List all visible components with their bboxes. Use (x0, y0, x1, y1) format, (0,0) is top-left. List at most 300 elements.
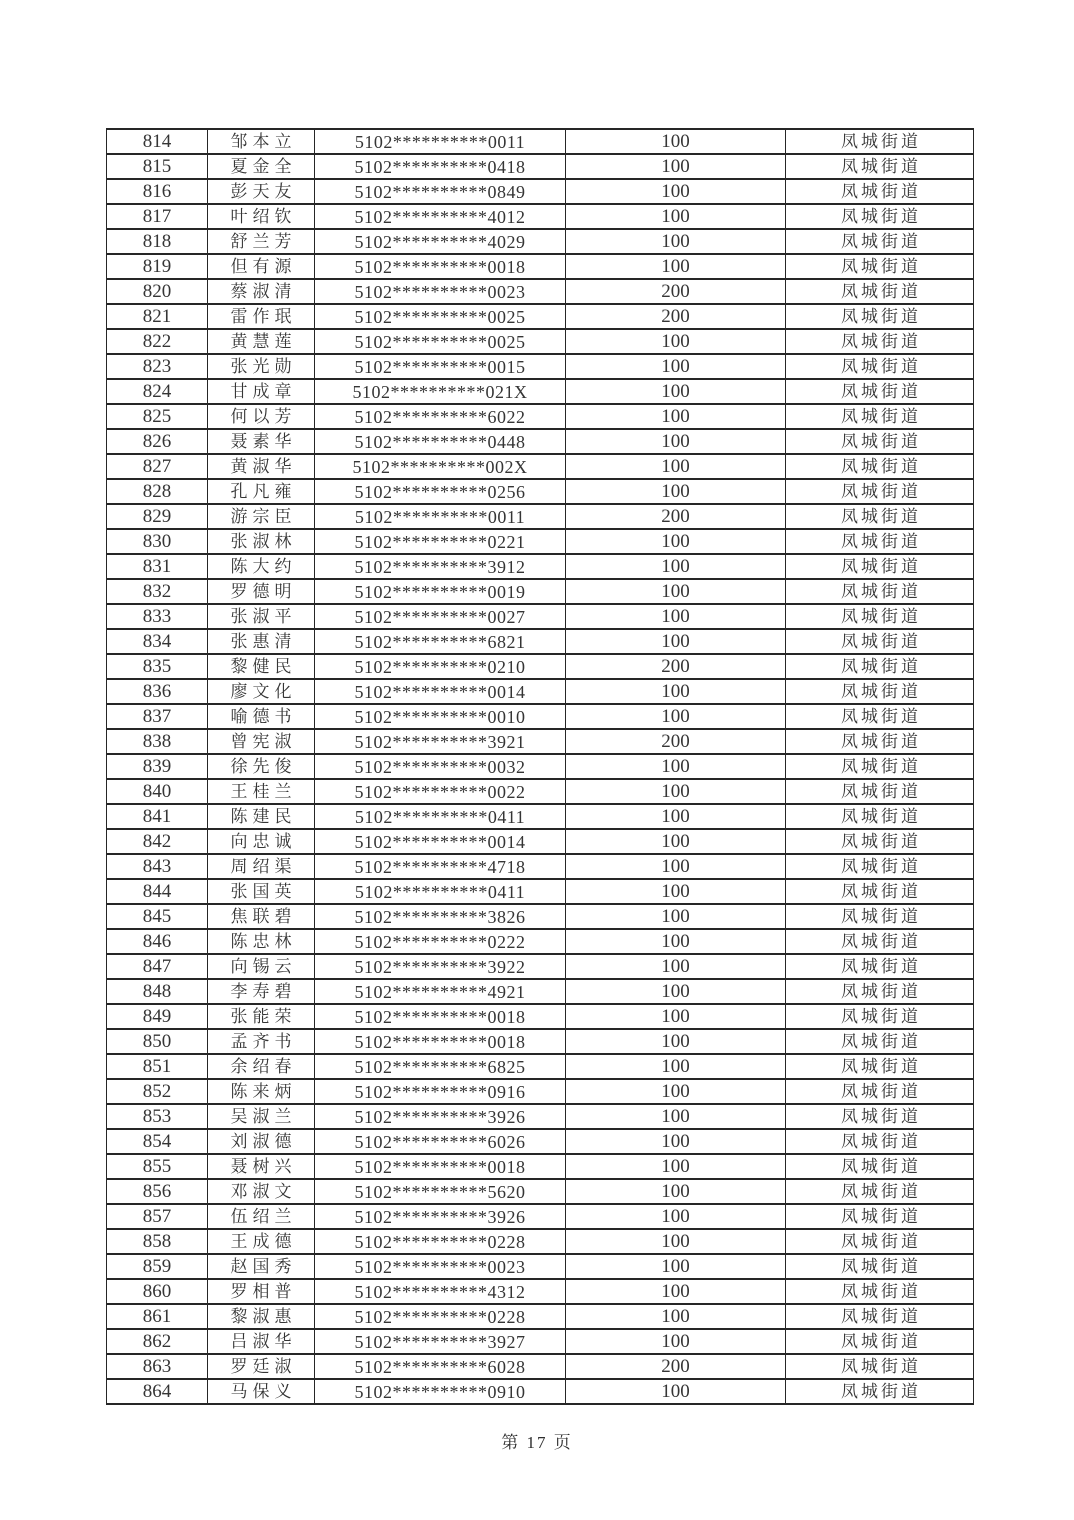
cell-amount: 100 (566, 1329, 786, 1354)
cell-name: 张光勋 (208, 354, 315, 379)
cell-id-number: 5102**********3921 (315, 729, 566, 754)
cell-serial-number: 832 (107, 579, 208, 604)
cell-name: 马保义 (208, 1379, 315, 1404)
cell-id-number: 5102**********0025 (315, 304, 566, 329)
cell-id-number: 5102**********0210 (315, 654, 566, 679)
cell-district: 凤城街道 (786, 379, 974, 404)
cell-serial-number: 840 (107, 779, 208, 804)
cell-id-number: 5102**********3826 (315, 904, 566, 929)
cell-name: 舒兰芳 (208, 229, 315, 254)
cell-amount: 200 (566, 729, 786, 754)
cell-id-number: 5102**********3927 (315, 1329, 566, 1354)
cell-name: 张惠清 (208, 629, 315, 654)
cell-district: 凤城街道 (786, 954, 974, 979)
cell-district: 凤城街道 (786, 429, 974, 454)
cell-serial-number: 849 (107, 1004, 208, 1029)
cell-district: 凤城街道 (786, 729, 974, 754)
cell-name: 焦联碧 (208, 904, 315, 929)
cell-district: 凤城街道 (786, 1279, 974, 1304)
cell-amount: 200 (566, 279, 786, 304)
table-row (107, 1229, 974, 1254)
table-body (107, 129, 974, 1404)
cell-name: 黄慧莲 (208, 329, 315, 354)
cell-name: 孔凡雍 (208, 479, 315, 504)
cell-serial-number: 824 (107, 379, 208, 404)
cell-name: 何以芳 (208, 404, 315, 429)
cell-serial-number: 864 (107, 1379, 208, 1404)
cell-serial-number: 815 (107, 154, 208, 179)
table-row (107, 554, 974, 579)
cell-district: 凤城街道 (786, 979, 974, 1004)
cell-name: 陈忠林 (208, 929, 315, 954)
cell-name: 张淑平 (208, 604, 315, 629)
cell-amount: 100 (566, 354, 786, 379)
table-row (107, 504, 974, 529)
cell-name: 彭天友 (208, 179, 315, 204)
table-row (107, 1029, 974, 1054)
cell-serial-number: 854 (107, 1129, 208, 1154)
table-row (107, 204, 974, 229)
cell-name: 王成德 (208, 1229, 315, 1254)
cell-name: 廖文化 (208, 679, 315, 704)
cell-amount: 100 (566, 754, 786, 779)
table-row (107, 1254, 974, 1279)
cell-id-number: 5102**********6825 (315, 1054, 566, 1079)
cell-name: 张国英 (208, 879, 315, 904)
cell-district: 凤城街道 (786, 1229, 974, 1254)
cell-district: 凤城街道 (786, 779, 974, 804)
cell-id-number: 5102**********0411 (315, 879, 566, 904)
cell-serial-number: 842 (107, 829, 208, 854)
table-row (107, 729, 974, 754)
table-row (107, 529, 974, 554)
cell-district: 凤城街道 (786, 929, 974, 954)
cell-serial-number: 825 (107, 404, 208, 429)
cell-district: 凤城街道 (786, 1004, 974, 1029)
cell-serial-number: 839 (107, 754, 208, 779)
cell-name: 周绍渠 (208, 854, 315, 879)
cell-id-number: 5102**********0228 (315, 1229, 566, 1254)
cell-amount: 100 (566, 829, 786, 854)
cell-serial-number: 823 (107, 354, 208, 379)
cell-district: 凤城街道 (786, 629, 974, 654)
cell-district: 凤城街道 (786, 354, 974, 379)
table-row (107, 329, 974, 354)
cell-serial-number: 837 (107, 704, 208, 729)
cell-id-number: 5102**********3922 (315, 954, 566, 979)
table-row (107, 129, 974, 154)
cell-amount: 100 (566, 554, 786, 579)
cell-amount: 100 (566, 954, 786, 979)
cell-id-number: 5102**********0418 (315, 154, 566, 179)
cell-id-number: 5102**********6821 (315, 629, 566, 654)
table-row (107, 379, 974, 404)
cell-amount: 100 (566, 404, 786, 429)
cell-name: 邓淑文 (208, 1179, 315, 1204)
cell-serial-number: 835 (107, 654, 208, 679)
cell-name: 黎健民 (208, 654, 315, 679)
table-row (107, 654, 974, 679)
cell-id-number: 5102**********0011 (315, 129, 566, 154)
cell-serial-number: 860 (107, 1279, 208, 1304)
cell-amount: 200 (566, 654, 786, 679)
table-row (107, 1129, 974, 1154)
cell-serial-number: 852 (107, 1079, 208, 1104)
cell-id-number: 5102**********0910 (315, 1379, 566, 1404)
cell-name: 张淑林 (208, 529, 315, 554)
cell-name: 曾宪淑 (208, 729, 315, 754)
cell-serial-number: 863 (107, 1354, 208, 1379)
table-row (107, 979, 974, 1004)
cell-district: 凤城街道 (786, 454, 974, 479)
cell-name: 黎淑惠 (208, 1304, 315, 1329)
cell-id-number: 5102**********0015 (315, 354, 566, 379)
table-row (107, 254, 974, 279)
cell-amount: 100 (566, 679, 786, 704)
cell-serial-number: 838 (107, 729, 208, 754)
cell-amount: 100 (566, 804, 786, 829)
cell-amount: 100 (566, 229, 786, 254)
cell-name: 聂树兴 (208, 1154, 315, 1179)
cell-district: 凤城街道 (786, 1079, 974, 1104)
cell-id-number: 5102**********5620 (315, 1179, 566, 1204)
cell-id-number: 5102**********3926 (315, 1104, 566, 1129)
cell-district: 凤城街道 (786, 1029, 974, 1054)
cell-amount: 100 (566, 904, 786, 929)
cell-id-number: 5102**********002X (315, 454, 566, 479)
table-row (107, 279, 974, 304)
table-row (107, 1279, 974, 1304)
cell-district: 凤城街道 (786, 229, 974, 254)
cell-name: 黄淑华 (208, 454, 315, 479)
cell-serial-number: 826 (107, 429, 208, 454)
cell-id-number: 5102**********0023 (315, 1254, 566, 1279)
cell-serial-number: 845 (107, 904, 208, 929)
cell-serial-number: 831 (107, 554, 208, 579)
cell-serial-number: 817 (107, 204, 208, 229)
cell-name: 向忠诚 (208, 829, 315, 854)
cell-serial-number: 822 (107, 329, 208, 354)
table-row (107, 304, 974, 329)
cell-id-number: 5102**********0018 (315, 254, 566, 279)
table-row (107, 454, 974, 479)
cell-id-number: 5102**********0228 (315, 1304, 566, 1329)
cell-id-number: 5102**********4012 (315, 204, 566, 229)
cell-id-number: 5102**********0014 (315, 679, 566, 704)
cell-amount: 200 (566, 1354, 786, 1379)
cell-id-number: 5102**********4029 (315, 229, 566, 254)
cell-serial-number: 853 (107, 1104, 208, 1129)
table-row (107, 1054, 974, 1079)
cell-district: 凤城街道 (786, 554, 974, 579)
table-row (107, 179, 974, 204)
cell-amount: 100 (566, 129, 786, 154)
table-row (107, 804, 974, 829)
cell-amount: 100 (566, 1379, 786, 1404)
cell-serial-number: 836 (107, 679, 208, 704)
cell-id-number: 5102**********0222 (315, 929, 566, 954)
cell-id-number: 5102**********3912 (315, 554, 566, 579)
cell-amount: 200 (566, 304, 786, 329)
cell-name: 甘成章 (208, 379, 315, 404)
cell-serial-number: 820 (107, 279, 208, 304)
table-row (107, 904, 974, 929)
cell-name: 向锡云 (208, 954, 315, 979)
table-row (107, 704, 974, 729)
cell-name: 赵国秀 (208, 1254, 315, 1279)
cell-name: 罗廷淑 (208, 1354, 315, 1379)
cell-serial-number: 861 (107, 1304, 208, 1329)
cell-district: 凤城街道 (786, 304, 974, 329)
cell-id-number: 5102**********0018 (315, 1029, 566, 1054)
cell-id-number: 5102**********021X (315, 379, 566, 404)
table-row (107, 679, 974, 704)
table-row (107, 1154, 974, 1179)
cell-amount: 100 (566, 629, 786, 654)
cell-id-number: 5102**********4312 (315, 1279, 566, 1304)
cell-district: 凤城街道 (786, 329, 974, 354)
cell-amount: 100 (566, 854, 786, 879)
cell-id-number: 5102**********0014 (315, 829, 566, 854)
cell-serial-number: 818 (107, 229, 208, 254)
cell-id-number: 5102**********4718 (315, 854, 566, 879)
cell-district: 凤城街道 (786, 679, 974, 704)
table-row (107, 829, 974, 854)
table-row (107, 1179, 974, 1204)
cell-id-number: 5102**********4921 (315, 979, 566, 1004)
table-row (107, 154, 974, 179)
cell-amount: 200 (566, 504, 786, 529)
cell-amount: 100 (566, 1129, 786, 1154)
cell-amount: 100 (566, 579, 786, 604)
table-row (107, 1379, 974, 1404)
cell-amount: 100 (566, 1154, 786, 1179)
cell-name: 喻德书 (208, 704, 315, 729)
cell-name: 余绍春 (208, 1054, 315, 1079)
cell-id-number: 5102**********0018 (315, 1004, 566, 1029)
cell-serial-number: 819 (107, 254, 208, 279)
cell-district: 凤城街道 (786, 1354, 974, 1379)
cell-amount: 100 (566, 879, 786, 904)
cell-amount: 100 (566, 154, 786, 179)
table-row (107, 1079, 974, 1104)
cell-name: 游宗臣 (208, 504, 315, 529)
cell-name: 陈来炳 (208, 1079, 315, 1104)
cell-amount: 100 (566, 779, 786, 804)
cell-serial-number: 858 (107, 1229, 208, 1254)
cell-name: 罗相普 (208, 1279, 315, 1304)
table-row (107, 404, 974, 429)
cell-amount: 100 (566, 1079, 786, 1104)
cell-serial-number: 856 (107, 1179, 208, 1204)
cell-serial-number: 847 (107, 954, 208, 979)
cell-amount: 100 (566, 529, 786, 554)
cell-amount: 100 (566, 1179, 786, 1204)
cell-id-number: 5102**********0023 (315, 279, 566, 304)
cell-district: 凤城街道 (786, 1104, 974, 1129)
table-row (107, 1204, 974, 1229)
table-row (107, 779, 974, 804)
cell-amount: 100 (566, 704, 786, 729)
page-number: 第 17 页 (501, 1433, 573, 1452)
cell-serial-number: 816 (107, 179, 208, 204)
cell-district: 凤城街道 (786, 1129, 974, 1154)
cell-id-number: 5102**********0019 (315, 579, 566, 604)
cell-id-number: 5102**********0448 (315, 429, 566, 454)
table-row (107, 1304, 974, 1329)
table-row (107, 629, 974, 654)
cell-serial-number: 851 (107, 1054, 208, 1079)
cell-serial-number: 850 (107, 1029, 208, 1054)
cell-serial-number: 848 (107, 979, 208, 1004)
cell-district: 凤城街道 (786, 1379, 974, 1404)
cell-serial-number: 859 (107, 1254, 208, 1279)
cell-id-number: 5102**********0916 (315, 1079, 566, 1104)
cell-district: 凤城街道 (786, 829, 974, 854)
cell-amount: 100 (566, 1054, 786, 1079)
cell-amount: 100 (566, 479, 786, 504)
cell-id-number: 5102**********0411 (315, 804, 566, 829)
cell-name: 张能荣 (208, 1004, 315, 1029)
cell-name: 但有源 (208, 254, 315, 279)
cell-serial-number: 843 (107, 854, 208, 879)
cell-name: 夏金全 (208, 154, 315, 179)
cell-amount: 100 (566, 1029, 786, 1054)
cell-district: 凤城街道 (786, 204, 974, 229)
cell-amount: 100 (566, 204, 786, 229)
cell-district: 凤城街道 (786, 1304, 974, 1329)
cell-name: 徐先俊 (208, 754, 315, 779)
cell-district: 凤城街道 (786, 179, 974, 204)
cell-amount: 100 (566, 379, 786, 404)
cell-serial-number: 834 (107, 629, 208, 654)
table-row (107, 879, 974, 904)
cell-serial-number: 862 (107, 1329, 208, 1354)
cell-name: 吕淑华 (208, 1329, 315, 1354)
cell-id-number: 5102**********0221 (315, 529, 566, 554)
cell-district: 凤城街道 (786, 804, 974, 829)
table-row (107, 429, 974, 454)
cell-id-number: 5102**********0022 (315, 779, 566, 804)
cell-serial-number: 846 (107, 929, 208, 954)
cell-name: 伍绍兰 (208, 1204, 315, 1229)
table-row (107, 1004, 974, 1029)
cell-district: 凤城街道 (786, 404, 974, 429)
cell-id-number: 5102**********0018 (315, 1154, 566, 1179)
cell-serial-number: 833 (107, 604, 208, 629)
cell-serial-number: 830 (107, 529, 208, 554)
table-row (107, 854, 974, 879)
table-row (107, 954, 974, 979)
cell-district: 凤城街道 (786, 279, 974, 304)
cell-id-number: 5102**********6028 (315, 1354, 566, 1379)
cell-name: 聂素华 (208, 429, 315, 454)
cell-amount: 100 (566, 979, 786, 1004)
table-row (107, 754, 974, 779)
cell-id-number: 5102**********6026 (315, 1129, 566, 1154)
table-row (107, 579, 974, 604)
table-row (107, 479, 974, 504)
cell-district: 凤城街道 (786, 154, 974, 179)
cell-district: 凤城街道 (786, 879, 974, 904)
cell-name: 吴淑兰 (208, 1104, 315, 1129)
cell-serial-number: 827 (107, 454, 208, 479)
table-row (107, 1104, 974, 1129)
cell-id-number: 5102**********0010 (315, 704, 566, 729)
cell-amount: 100 (566, 454, 786, 479)
cell-name: 孟齐书 (208, 1029, 315, 1054)
table-row (107, 1329, 974, 1354)
cell-district: 凤城街道 (786, 254, 974, 279)
cell-serial-number: 814 (107, 129, 208, 154)
cell-id-number: 5102**********6022 (315, 404, 566, 429)
cell-serial-number: 844 (107, 879, 208, 904)
cell-name: 雷作珉 (208, 304, 315, 329)
cell-district: 凤城街道 (786, 1054, 974, 1079)
cell-serial-number: 857 (107, 1204, 208, 1229)
cell-id-number: 5102**********0027 (315, 604, 566, 629)
cell-name: 陈建民 (208, 804, 315, 829)
cell-name: 王桂兰 (208, 779, 315, 804)
cell-district: 凤城街道 (786, 1154, 974, 1179)
cell-name: 叶绍钦 (208, 204, 315, 229)
cell-id-number: 5102**********0025 (315, 329, 566, 354)
cell-amount: 100 (566, 1204, 786, 1229)
cell-amount: 100 (566, 1104, 786, 1129)
cell-district: 凤城街道 (786, 704, 974, 729)
table-row (107, 354, 974, 379)
cell-id-number: 5102**********0849 (315, 179, 566, 204)
cell-district: 凤城街道 (786, 129, 974, 154)
table-row (107, 604, 974, 629)
cell-district: 凤城街道 (786, 1254, 974, 1279)
cell-name: 邹本立 (208, 129, 315, 154)
cell-serial-number: 821 (107, 304, 208, 329)
cell-serial-number: 829 (107, 504, 208, 529)
cell-district: 凤城街道 (786, 1329, 974, 1354)
cell-name: 蔡淑清 (208, 279, 315, 304)
cell-amount: 100 (566, 1279, 786, 1304)
table-row (107, 1354, 974, 1379)
cell-district: 凤城街道 (786, 904, 974, 929)
cell-name: 罗德明 (208, 579, 315, 604)
cell-amount: 100 (566, 1254, 786, 1279)
cell-district: 凤城街道 (786, 579, 974, 604)
payment-roster-table (106, 128, 974, 1405)
cell-id-number: 5102**********0256 (315, 479, 566, 504)
cell-id-number: 5102**********3926 (315, 1204, 566, 1229)
cell-amount: 100 (566, 929, 786, 954)
cell-district: 凤城街道 (786, 604, 974, 629)
cell-district: 凤城街道 (786, 479, 974, 504)
table-row (107, 229, 974, 254)
cell-name: 李寿碧 (208, 979, 315, 1004)
cell-district: 凤城街道 (786, 529, 974, 554)
cell-name: 陈大约 (208, 554, 315, 579)
table-row (107, 929, 974, 954)
cell-district: 凤城街道 (786, 754, 974, 779)
cell-amount: 100 (566, 1304, 786, 1329)
cell-amount: 100 (566, 429, 786, 454)
cell-name: 刘淑德 (208, 1129, 315, 1154)
cell-amount: 100 (566, 1004, 786, 1029)
cell-amount: 100 (566, 179, 786, 204)
cell-amount: 100 (566, 254, 786, 279)
cell-amount: 100 (566, 329, 786, 354)
cell-district: 凤城街道 (786, 504, 974, 529)
cell-district: 凤城街道 (786, 854, 974, 879)
cell-amount: 100 (566, 1229, 786, 1254)
